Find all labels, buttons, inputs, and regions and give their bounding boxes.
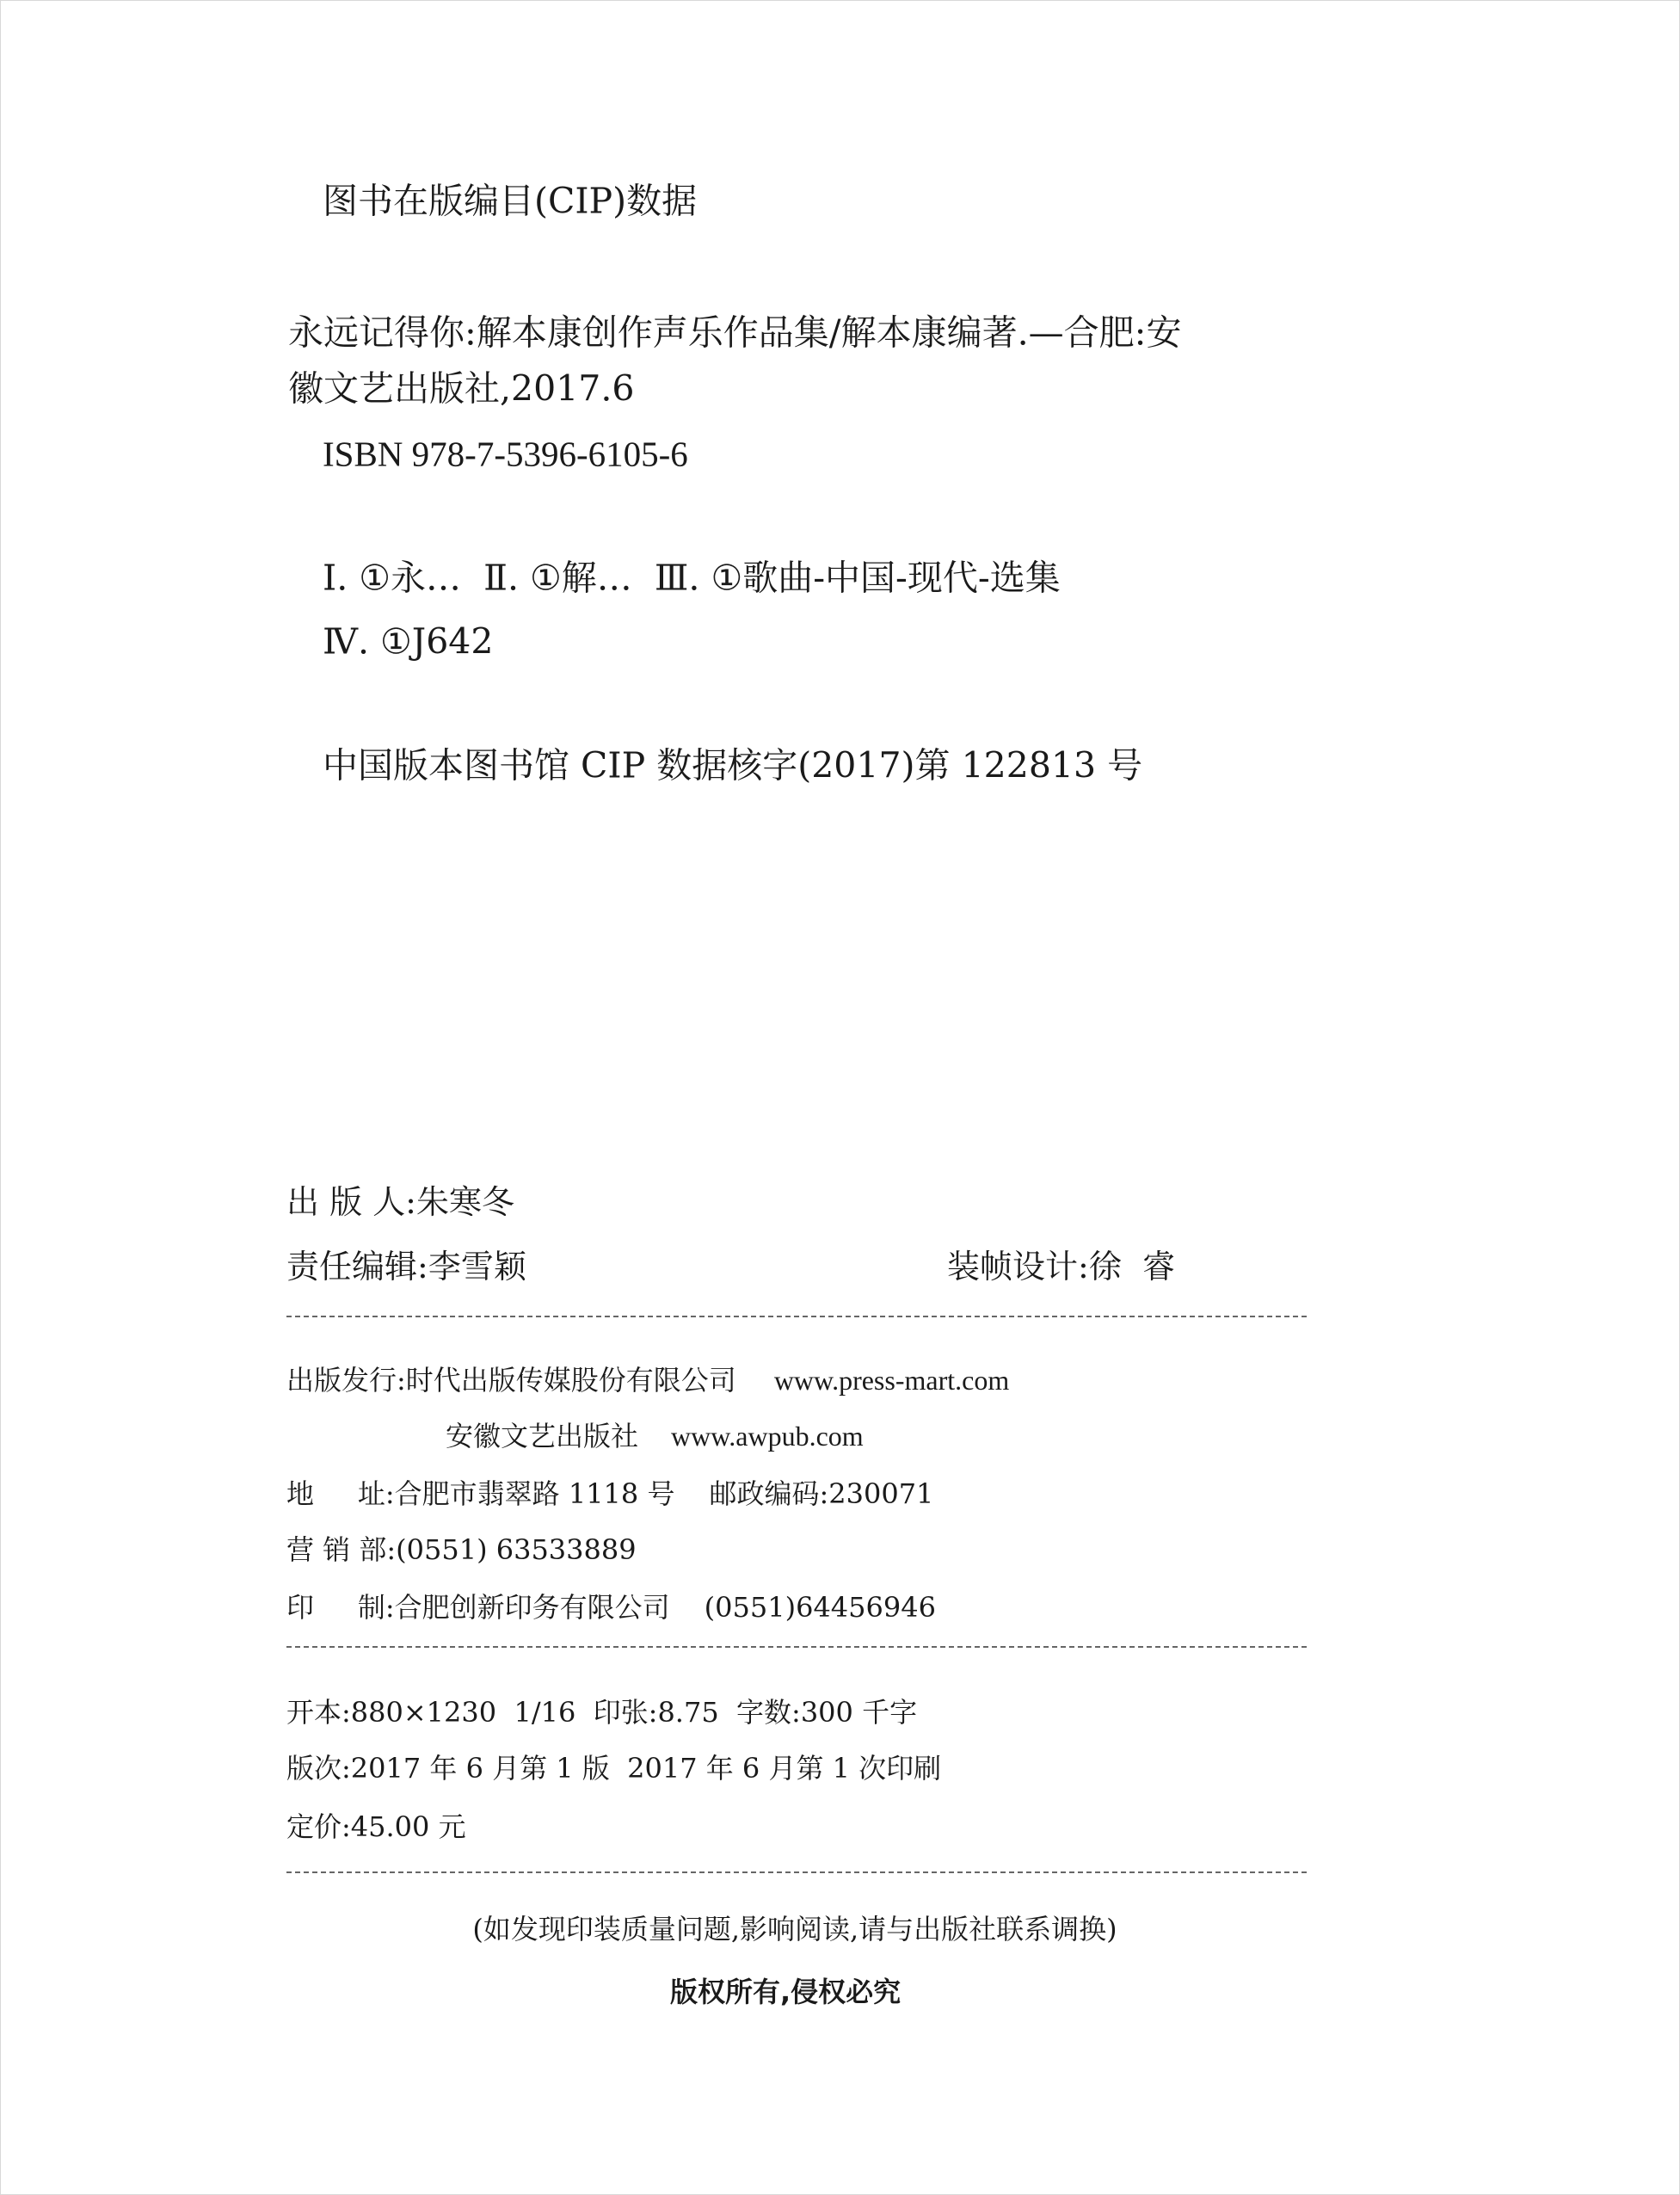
distributor-name: 时代出版传媒股份有限公司 <box>405 1364 736 1397</box>
address-label: 地 址: <box>286 1477 395 1510</box>
editor-row <box>286 1248 526 1286</box>
printer-phone: (0551)64456946 <box>704 1591 936 1624</box>
editor-name: 李雪颖 <box>428 1248 526 1286</box>
classification-line2: Ⅳ. ①J642 <box>323 620 494 663</box>
press-row <box>446 1422 864 1450</box>
distributor-row <box>286 1364 1010 1397</box>
format-spec: 开本:880×1230 1/16 印张:8.75 字数:300 千字 <box>286 1696 918 1729</box>
cip-record-line2: 徽文艺出版社,2017.6 <box>288 367 635 410</box>
designer-label: 装帧设计: <box>947 1248 1089 1286</box>
designer-row <box>947 1248 1175 1286</box>
distributor-label: 出版发行: <box>286 1364 406 1397</box>
printer-label: 印 制: <box>286 1591 395 1624</box>
publisher-label: 出 版 人: <box>286 1183 416 1221</box>
publisher-name: 朱寒冬 <box>415 1183 514 1221</box>
address: 合肥市翡翠路 1118 号 <box>394 1477 675 1510</box>
address-row <box>286 1477 934 1510</box>
printer-row <box>286 1591 936 1624</box>
price: 定价:45.00 元 <box>286 1810 466 1843</box>
edition-spec: 版次:2017 年 6 月第 1 版 2017 年 6 月第 1 次印刷 <box>286 1752 942 1785</box>
cip-number: 中国版本图书馆 CIP 数据核字(2017)第 122813 号 <box>323 744 1143 786</box>
divider <box>286 1316 1307 1317</box>
marketing-phone: (0551) 63533889 <box>396 1533 637 1566</box>
postcode-label: 邮政编码: <box>709 1477 829 1510</box>
press-url: www.awpub.com <box>671 1421 864 1452</box>
designer-name: 徐 睿 <box>1088 1248 1175 1286</box>
editor-label: 责任编辑: <box>286 1248 428 1286</box>
publisher-row <box>286 1183 514 1221</box>
distributor-url: www.press-mart.com <box>773 1365 1010 1396</box>
press-name: 安徽文艺出版社 <box>446 1420 639 1452</box>
marketing-label: 营 销 部: <box>286 1533 397 1566</box>
copyright-notice: 版权所有,侵权必究 <box>670 1976 902 2008</box>
marketing-row <box>286 1533 637 1566</box>
cip-heading: 图书在版编目(CIP)数据 <box>323 180 698 222</box>
cip-record-line1: 永远记得你:解本康创作声乐作品集/解本康编著.—合肥:安 <box>288 311 1182 354</box>
divider <box>286 1646 1307 1648</box>
classification-line1: Ⅰ. ①永… Ⅱ. ①解… Ⅲ. ①歌曲-中国-现代-选集 <box>323 557 1061 599</box>
isbn: ISBN 978-7-5396-6105-6 <box>323 434 688 474</box>
printer-name: 合肥创新印务有限公司 <box>394 1591 670 1624</box>
quality-notice: (如发现印装质量问题,影响阅读,请与出版社联系调换) <box>472 1913 1117 1945</box>
divider <box>286 1871 1307 1873</box>
postcode: 230071 <box>828 1477 934 1510</box>
